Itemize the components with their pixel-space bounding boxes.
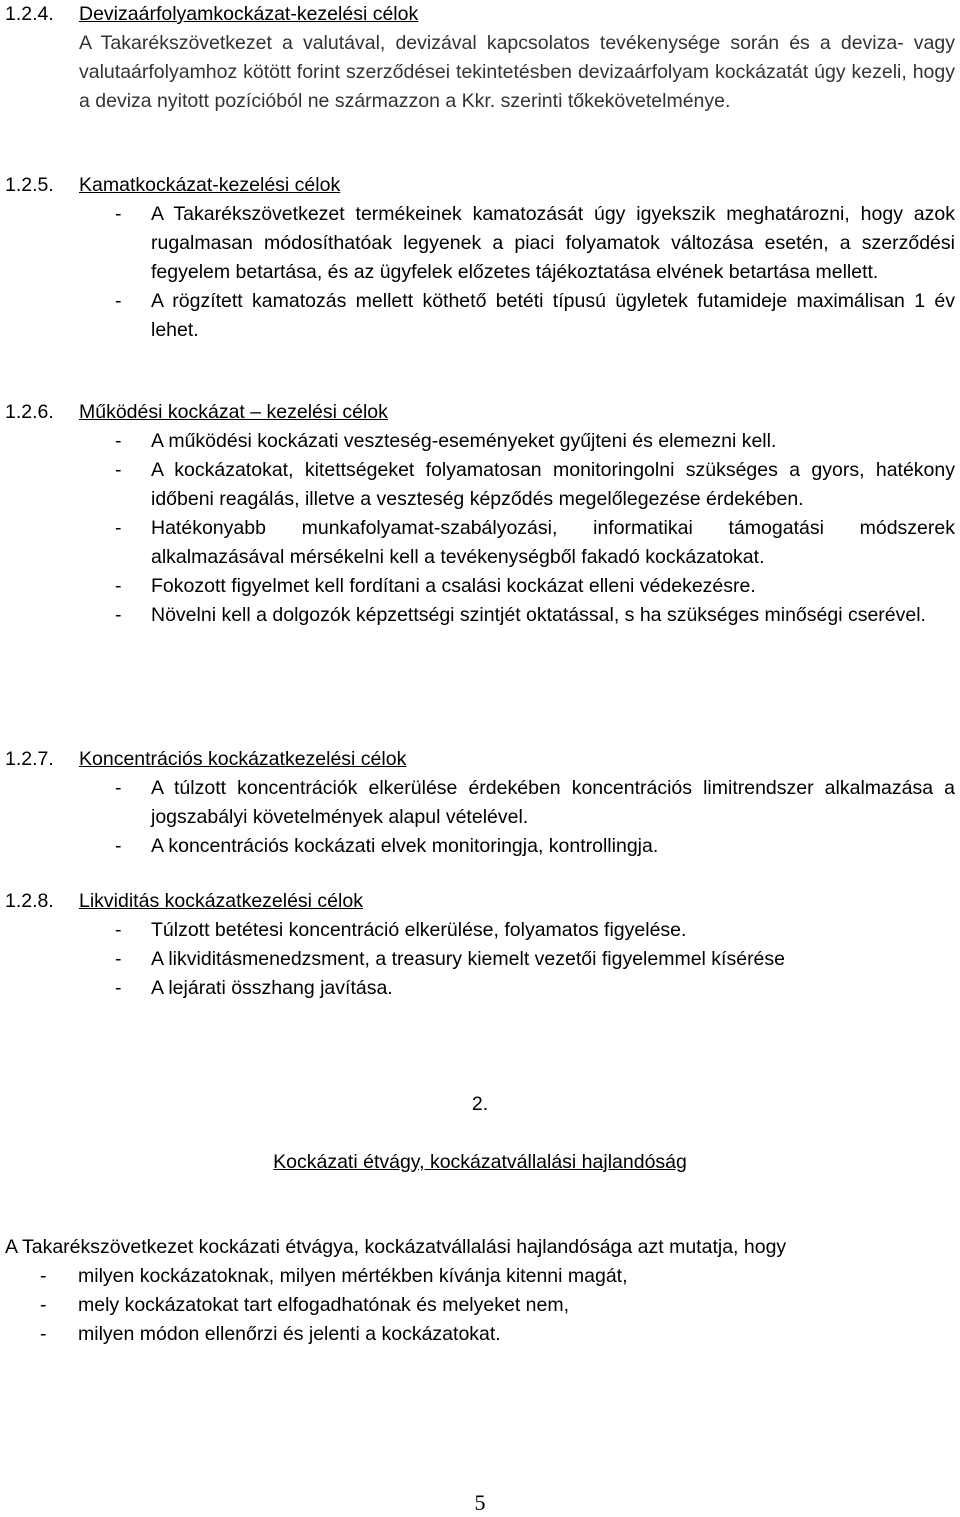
section-1-2-8 (5, 887, 955, 1003)
bullet-dash: - (115, 948, 122, 970)
list-item-text: Túlzott betétesi koncentráció elkerülése, folyamatos figyelése. (151, 919, 687, 941)
section-heading (5, 745, 955, 774)
list-item (115, 514, 955, 572)
chapter-title: Kockázati étvágy, kockázatvállalási hajlandóság (273, 1151, 687, 1173)
section-number: 1.2.5. (5, 174, 54, 196)
bullet-dash: - (40, 1294, 47, 1316)
intro-paragraph: A Takarékszövetkezet kockázati étvágya, kockázatvállalási hajlandósága azt mutatja, hogy (5, 1236, 787, 1258)
bullet-dash: - (115, 430, 122, 452)
list-item-text: A túlzott koncentrációk elkerülése érdekében koncentrációs limitrendszer alkalmazása a jogszabályi követelmények alapul vételével. (151, 777, 955, 828)
list-item (115, 774, 955, 832)
section-heading (5, 171, 955, 200)
chapter-title-wrap (0, 1148, 960, 1177)
list-item-text: A lejárati összhang javítása. (151, 977, 393, 999)
section-heading (5, 887, 955, 916)
list-item (115, 427, 955, 456)
section-title: Devizaárfolyamkockázat-kezelési célok (79, 3, 419, 25)
chapter-number: 2. (471, 1093, 489, 1115)
bullet-dash: - (115, 777, 122, 799)
list-item-text: mely kockázatokat tart elfogadhatónak és melyeket nem, (78, 1294, 570, 1316)
list-item (115, 200, 955, 287)
section-heading (5, 398, 955, 427)
list-item (40, 1320, 955, 1349)
bullet-dash: - (115, 977, 122, 999)
bullet-dash: - (115, 290, 122, 312)
section-1-2-7 (5, 745, 955, 861)
bullet-dash: - (115, 575, 122, 597)
list-item (115, 916, 955, 945)
bullet-dash: - (115, 604, 122, 626)
bullet-dash: - (115, 919, 122, 941)
list-item-text: Növelni kell a dolgozók képzettségi szintjét oktatással, s ha szükséges minőségi cserével. (151, 604, 926, 626)
list-item-text: Fokozott figyelmet kell fordítani a csalási kockázat elleni védekezésre. (151, 575, 756, 597)
list-item-text: A kockázatokat, kitettségeket folyamatosan monitoringolni szükséges a gyors, hatékony időbeni reagálás, illetve a veszteség képződés megelőlegezése érdekében. (151, 459, 955, 510)
section-1-2-5 (5, 171, 955, 345)
list-item (115, 832, 955, 861)
section-1-2-4 (5, 0, 955, 116)
page-number: 5 (474, 1490, 486, 1515)
list-item-text: milyen módon ellenőrzi és jelenti a kockázatokat. (78, 1323, 501, 1345)
bullet-dash: - (115, 517, 122, 539)
section-1-2-6 (5, 398, 955, 630)
section-heading (5, 0, 955, 29)
section-number: 1.2.4. (5, 3, 54, 25)
section-number: 1.2.6. (5, 401, 54, 423)
section-paragraph: A Takarékszövetkezet a valutával, devizával kapcsolatos tevékenysége során és a deviza- vagy valutaárfolyamhoz kötött forint szerződései tekintetésben devizaárfolyam kockázatát úgy kezeli, hogy a deviza nyitott pozícióból ne származzon a Kkr. szerinti tőkekövetelménye. (79, 32, 955, 112)
bullet-dash: - (40, 1323, 47, 1345)
list-item (40, 1291, 955, 1320)
list-item-text: milyen kockázatoknak, milyen mértékben kívánja kitenni magát, (78, 1265, 628, 1287)
list-item-text: A rögzített kamatozás mellett köthető betéti típusú ügyletek futamideje maximálisan 1 év lehet. (151, 290, 955, 341)
section-number: 1.2.8. (5, 890, 54, 912)
list-item (40, 1262, 955, 1291)
list-item (115, 974, 955, 1003)
section-title: Kamatkockázat-kezelési célok (79, 174, 341, 196)
list-item-text: A koncentrációs kockázati elvek monitoringja, kontrollingja. (151, 835, 659, 857)
list-item-text: A likviditásmenedzsment, a treasury kiemelt vezetői figyelemmel kísérése (151, 948, 785, 970)
section-title: Likviditás kockázatkezelési célok (79, 890, 363, 912)
list-item (115, 945, 955, 974)
section-title: Működési kockázat – kezelési célok (79, 401, 388, 423)
bullet-dash: - (115, 459, 122, 481)
bullet-dash: - (115, 835, 122, 857)
list-item (115, 287, 955, 345)
list-item (115, 601, 955, 630)
list-item (115, 572, 955, 601)
section-number: 1.2.7. (5, 748, 54, 770)
bullet-dash: - (115, 203, 122, 225)
bullet-dash: - (40, 1265, 47, 1287)
intro-section (5, 1233, 955, 1349)
section-title: Koncentrációs kockázatkezelési célok (79, 748, 407, 770)
list-item-text: Hatékonyabb munkafolyamat-szabályozási, informatikai támogatási módszerek alkalmazásával mérsékelni kell a tevékenységből fakadó kockázatokat. (151, 517, 955, 568)
list-item (115, 456, 955, 514)
list-item-text: A Takarékszövetkezet termékeinek kamatozását úgy igyekszik meghatározni, hogy azok rugalmasan módosíthatóak legyenek a piaci folyamatok változása esetén, a szerződési fegyelem betartása, és az ügyfelek előzetes tájékoztatása elvének betartása mellett. (151, 203, 955, 283)
list-item-text: A működési kockázati veszteség-eseményeket gyűjteni és elemezni kell. (151, 430, 777, 452)
